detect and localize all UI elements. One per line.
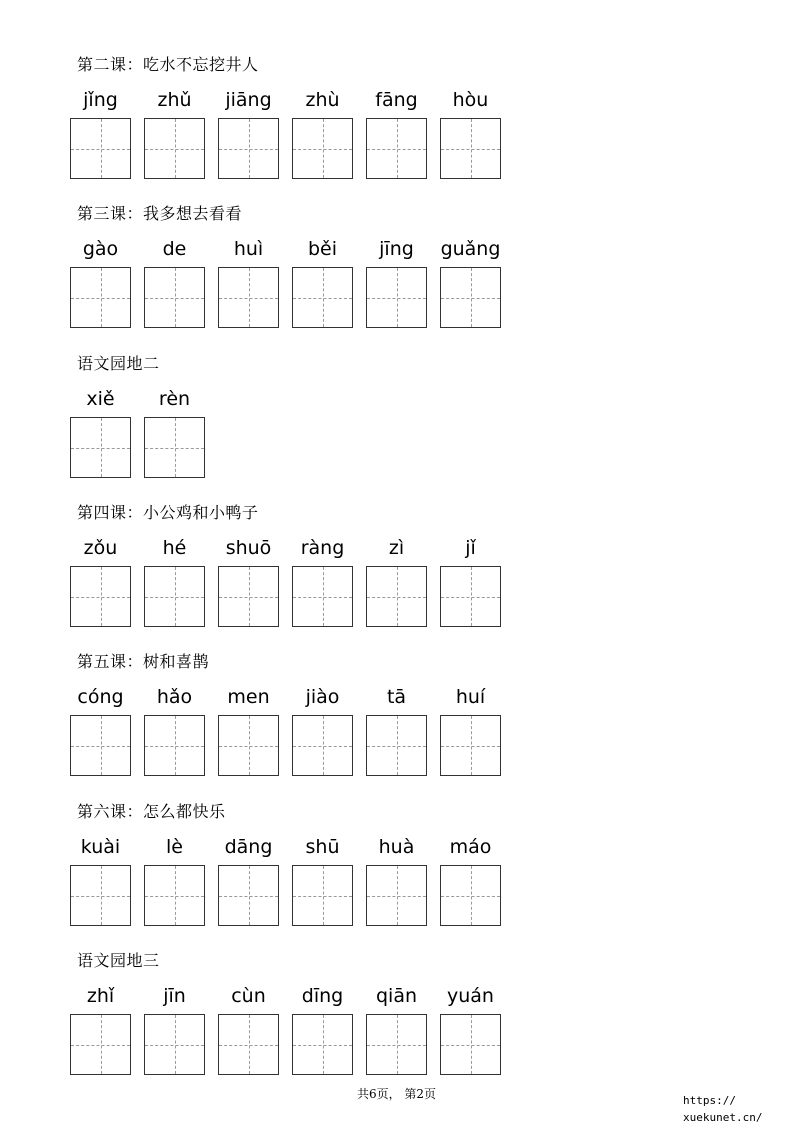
tianzige-writing-box[interactable] xyxy=(292,1014,353,1075)
pinyin-label: zǒu xyxy=(83,537,118,559)
pinyin-label: hé xyxy=(162,537,187,559)
tianzige-writing-box[interactable] xyxy=(292,865,353,926)
tianzige-writing-box[interactable] xyxy=(144,566,205,627)
tianzige-writing-box[interactable] xyxy=(70,865,131,926)
pinyin-label: běi xyxy=(307,238,338,260)
tianzige-writing-box[interactable] xyxy=(70,417,131,478)
pinyin-label: huí xyxy=(455,686,486,708)
pinyin-label: dīng xyxy=(301,985,344,1007)
tianzige-writing-box[interactable] xyxy=(440,267,501,328)
pinyin-label: jiào xyxy=(305,686,340,708)
tianzige-writing-box[interactable] xyxy=(144,1014,205,1075)
pinyin-label: jiāng xyxy=(225,89,272,111)
tianzige-writing-box[interactable] xyxy=(218,566,279,627)
tianzige-writing-box[interactable] xyxy=(366,865,427,926)
pinyin-label: fāng xyxy=(375,89,418,111)
pinyin-label: yuán xyxy=(447,985,494,1007)
pinyin-label: dāng xyxy=(224,836,273,858)
tianzige-writing-box[interactable] xyxy=(144,865,205,926)
watermark-line1: https:// xyxy=(683,1094,736,1107)
pinyin-label: rèn xyxy=(158,388,191,410)
tianzige-writing-box[interactable] xyxy=(144,417,205,478)
tianzige-writing-box[interactable] xyxy=(144,267,205,328)
pinyin-label: jīn xyxy=(163,985,186,1007)
tianzige-writing-box[interactable] xyxy=(218,267,279,328)
lesson-title: 第三课：我多想去看看 xyxy=(77,204,243,223)
watermark xyxy=(683,1092,762,1126)
pinyin-label: lè xyxy=(166,836,183,858)
pinyin-label: zhǔ xyxy=(157,89,192,111)
tianzige-writing-box[interactable] xyxy=(366,1014,427,1075)
tianzige-writing-box[interactable] xyxy=(70,267,131,328)
pinyin-label: shuō xyxy=(225,537,272,559)
pinyin-label: xiě xyxy=(86,388,115,410)
lesson-title: 第六课：怎么都快乐 xyxy=(77,802,226,821)
tianzige-writing-box[interactable] xyxy=(292,566,353,627)
pinyin-label: jīng xyxy=(379,238,414,260)
pinyin-label: jǐ xyxy=(465,537,476,559)
lesson-title: 语文园地三 xyxy=(77,951,160,970)
tianzige-writing-box[interactable] xyxy=(144,118,205,179)
pinyin-label: gào xyxy=(82,238,119,260)
page-footer: 共6页， 第2页 xyxy=(356,1087,437,1101)
pinyin-label: máo xyxy=(449,836,492,858)
pinyin-label: hòu xyxy=(452,89,489,111)
tianzige-writing-box[interactable] xyxy=(292,715,353,776)
pinyin-label: huì xyxy=(233,238,264,260)
tianzige-writing-box[interactable] xyxy=(70,118,131,179)
pinyin-label: zhǐ xyxy=(86,985,115,1007)
tianzige-writing-box[interactable] xyxy=(366,267,427,328)
tianzige-writing-box[interactable] xyxy=(218,118,279,179)
tianzige-writing-box[interactable] xyxy=(70,1014,131,1075)
tianzige-writing-box[interactable] xyxy=(366,118,427,179)
pinyin-label: de xyxy=(162,238,187,260)
pinyin-label: zhù xyxy=(305,89,340,111)
pinyin-label: zì xyxy=(388,537,405,559)
tianzige-writing-box[interactable] xyxy=(144,715,205,776)
tianzige-writing-box[interactable] xyxy=(440,865,501,926)
tianzige-writing-box[interactable] xyxy=(440,1014,501,1075)
tianzige-writing-box[interactable] xyxy=(440,566,501,627)
tianzige-writing-box[interactable] xyxy=(292,267,353,328)
tianzige-writing-box[interactable] xyxy=(218,1014,279,1075)
pinyin-label: kuài xyxy=(80,836,121,858)
tianzige-writing-box[interactable] xyxy=(366,566,427,627)
watermark-line2: xuekunet.cn/ xyxy=(683,1111,763,1124)
tianzige-writing-box[interactable] xyxy=(70,715,131,776)
pinyin-label: men xyxy=(227,686,270,708)
pinyin-label: qiān xyxy=(375,985,418,1007)
pinyin-label: ràng xyxy=(300,537,345,559)
pinyin-label: shū xyxy=(305,836,340,858)
pinyin-label: cóng xyxy=(77,686,124,708)
tianzige-writing-box[interactable] xyxy=(440,715,501,776)
tianzige-writing-box[interactable] xyxy=(218,715,279,776)
pinyin-label: tā xyxy=(386,686,407,708)
lesson-title: 第四课：小公鸡和小鸭子 xyxy=(77,503,259,522)
lesson-title: 第五课：树和喜鹊 xyxy=(77,652,210,671)
tianzige-writing-box[interactable] xyxy=(70,566,131,627)
pinyin-label: hǎo xyxy=(156,686,193,708)
tianzige-writing-box[interactable] xyxy=(292,118,353,179)
pinyin-label: cùn xyxy=(231,985,266,1007)
lesson-title: 语文园地二 xyxy=(77,354,160,373)
tianzige-writing-box[interactable] xyxy=(218,865,279,926)
pinyin-label: huà xyxy=(378,836,415,858)
pinyin-label: guǎng xyxy=(440,238,501,260)
lesson-title: 第二课：吃水不忘挖井人 xyxy=(77,55,259,74)
tianzige-writing-box[interactable] xyxy=(366,715,427,776)
pinyin-label: jǐng xyxy=(83,89,118,111)
tianzige-writing-box[interactable] xyxy=(440,118,501,179)
